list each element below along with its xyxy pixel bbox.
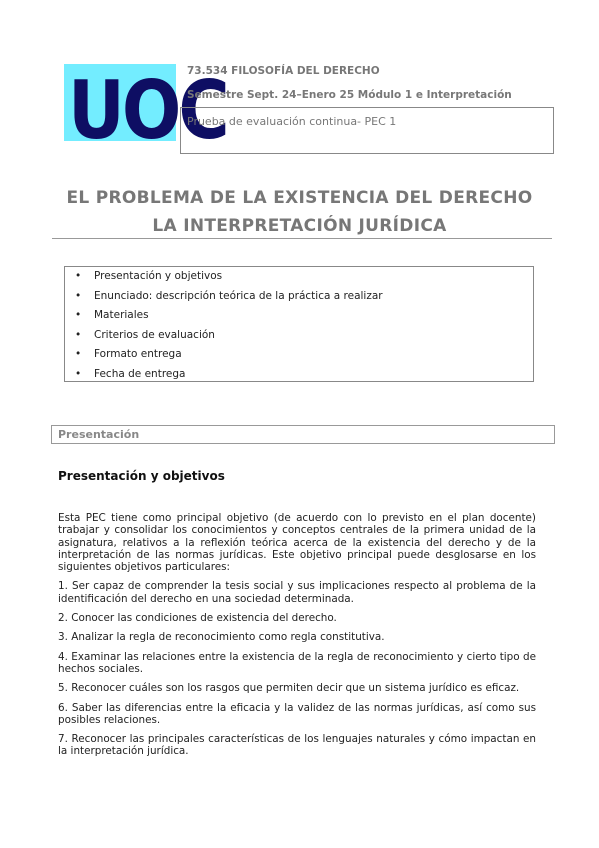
pec-box bbox=[180, 107, 554, 154]
toc-item-label: Materiales bbox=[94, 309, 149, 321]
bullet-icon: • bbox=[75, 328, 82, 341]
bullet-icon: • bbox=[75, 289, 82, 302]
document-title-line-2: LA INTERPRETACIÓN JURÍDICA bbox=[152, 216, 447, 236]
table-of-contents bbox=[64, 266, 534, 382]
bullet-icon: • bbox=[75, 309, 82, 321]
bullet-icon: • bbox=[75, 367, 82, 380]
objective-item: 2. Conocer las condiciones de existencia del derecho. bbox=[58, 612, 337, 625]
logo-text: UOC bbox=[68, 63, 227, 158]
toc-item-label: Fecha de entrega bbox=[94, 367, 186, 380]
toc-item-label: Enunciado: descripción teórica de la práctica a realizar bbox=[94, 289, 383, 302]
toc-item-label: Formato entrega bbox=[94, 348, 182, 360]
toc-item bbox=[65, 306, 533, 326]
semester-module: Semestre Sept. 24–Enero 25 Módulo 1 e Interpretación bbox=[187, 89, 512, 101]
uoc-logo bbox=[64, 63, 227, 158]
body-text bbox=[58, 512, 536, 765]
objective-item: 1. Ser capaz de comprender la tesis social y sus implicaciones respecto al problema de la identificación del derecho en una sociedad determinada. bbox=[58, 580, 536, 605]
toc-item-label: Presentación y objetivos bbox=[94, 270, 223, 282]
section-header-bar bbox=[51, 425, 555, 444]
toc-item bbox=[65, 365, 533, 385]
pec-label: Prueba de evaluación continua- PEC 1 bbox=[187, 115, 397, 128]
intro-paragraph: Esta PEC tiene como principal objetivo (de acuerdo con lo previsto en el plan docente) trabajar y consolidar los conocimientos y conceptos centrales de la primera unidad de la asignatura, relativos a la reflexión teórica acerca de la existencia del derecho y de la interpretación de las normas jurídicas. Este objetivo principal puede desglosarse en los siguientes objetivos particulares: bbox=[58, 512, 536, 574]
objective-item: 7. Reconocer las principales características de los lenguajes naturales y cómo impactan en la interpretación jurídica. bbox=[58, 733, 536, 758]
toc-item bbox=[65, 267, 533, 287]
section-subheading: Presentación y objetivos bbox=[58, 469, 225, 483]
bullet-icon: • bbox=[75, 348, 82, 360]
objective-item: 3. Analizar la regla de reconocimiento como regla constitutiva. bbox=[58, 631, 385, 644]
bullet-icon: • bbox=[75, 270, 82, 282]
course-code-title: 73.534 FILOSOFÍA DEL DERECHO bbox=[187, 65, 380, 77]
section-header-label: Presentación bbox=[58, 428, 140, 441]
toc-item bbox=[65, 287, 533, 307]
toc-item bbox=[65, 345, 533, 365]
objective-item: 4. Examinar las relaciones entre la existencia de la regla de reconocimiento y cierto tipo de hechos sociales. bbox=[58, 650, 536, 675]
toc-item-label: Criterios de evaluación bbox=[94, 328, 215, 341]
toc-item bbox=[65, 326, 533, 346]
objective-item: 5. Reconocer cuáles son los rasgos que permiten decir que un sistema jurídico es eficaz. bbox=[58, 682, 520, 695]
title-divider bbox=[52, 238, 552, 239]
document-title-line-1: EL PROBLEMA DE LA EXISTENCIA DEL DERECHO bbox=[66, 188, 533, 208]
objective-item: 6. Saber las diferencias entre la eficacia y la validez de las normas jurídicas, así como sus posibles relaciones. bbox=[58, 701, 536, 726]
